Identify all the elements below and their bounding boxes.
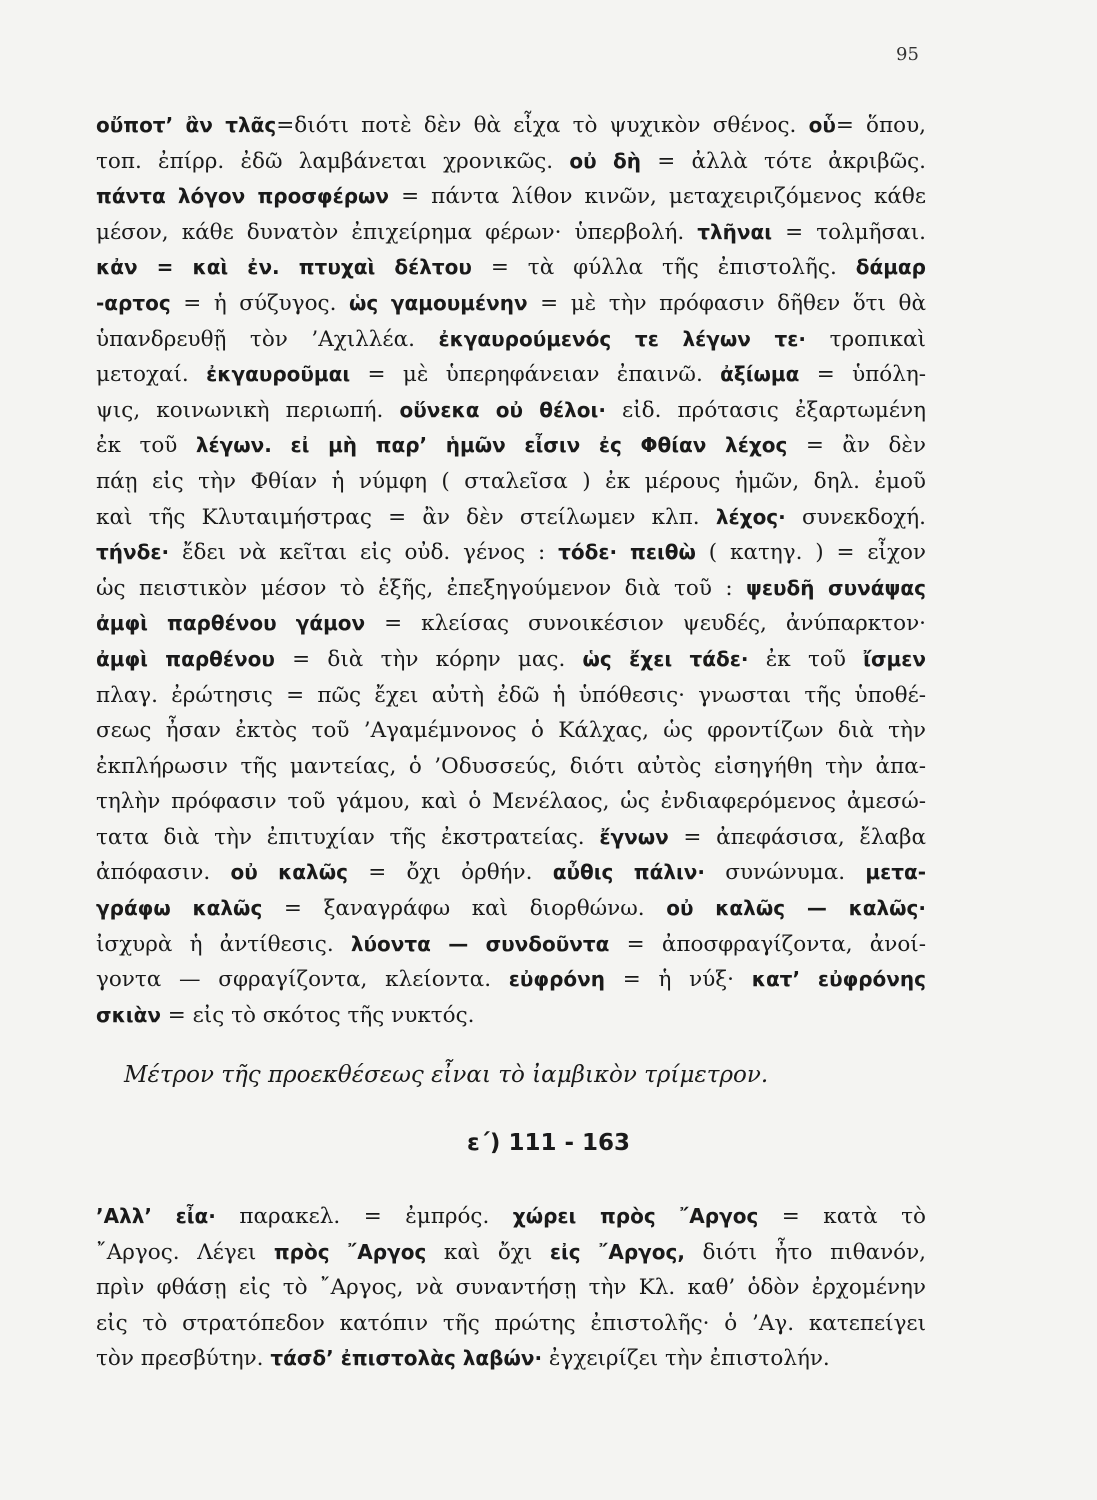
lemma-term: τήνδε· <box>96 540 170 565</box>
gloss-text: = ἀλλὰ τότε ἀκριβῶς. <box>640 148 926 174</box>
lemma-term: γράφω καλῶς <box>96 896 263 921</box>
text-line <box>96 749 926 785</box>
gloss-text: = ἡ σύζυγος. <box>170 290 349 316</box>
lemma-term: οὕνεκα οὐ θέλοι· <box>399 397 606 422</box>
gloss-text: ἐκπλήρωσιν τῆς μαντείας, ὁ ’Οδυσσεύς, διότι αὐτὸς εἰσηγήθη τὴν ἀπα- <box>96 753 926 779</box>
lemma-term: ἐκγαυρούμενός τε λέγων τε· <box>438 326 807 351</box>
gloss-text: ψις, κοινωνικὴ περιωπή. <box>96 397 400 423</box>
page-number: 95 <box>896 44 919 65</box>
commentary-block-2 <box>96 1199 926 1377</box>
gloss-text: πλαγ. ἐρώτησις = πῶς ἔχει αὐτὴ ἐδῶ ἡ ὑπόθεσις· γνωσται τῆς ὑποθέ- <box>96 682 926 708</box>
gloss-text: = διὰ τὴν κόρην μας. <box>274 646 583 672</box>
text-line <box>96 891 926 927</box>
gloss-text: ῎Αργος. Λέγει <box>96 1239 274 1265</box>
text-line <box>96 820 926 856</box>
lemma-term: λύοντα — συνδοῦντα <box>350 931 610 956</box>
gloss-text: τηλὴν πρόφασιν τοῦ γάμου, καὶ ὁ Μενέλαος, ὡς ἐνδιαφερόμενος ἀμεσώ- <box>96 789 926 815</box>
gloss-text: = ἂν δὲν <box>787 433 926 459</box>
text-line <box>96 250 926 286</box>
text-line <box>96 428 926 464</box>
gloss-text: σεως ἦσαν ἐκτὸς τοῦ ’Αγαμέμνονος ὁ Κάλχας, ὡς φροντίζων διὰ τὴν <box>96 718 926 744</box>
text-line <box>96 606 926 642</box>
text-line <box>96 678 926 714</box>
gloss-text: = ὑπόλη- <box>799 362 926 388</box>
text-line <box>96 962 926 998</box>
gloss-text: = ἀποσφραγίζοντα, ἀνοί- <box>609 931 926 957</box>
lemma-term: λέγων. εἰ μὴ παρ’ ἡμῶν εἶσιν ἐς Φθίαν λέχος <box>195 433 788 458</box>
lemma-term: οὐ καλῶς <box>230 860 348 885</box>
gloss-text: = κατὰ τὸ <box>758 1204 926 1229</box>
gloss-text: διότι ἦτο πιθανόν, <box>684 1239 926 1265</box>
lemma-term: ἀξίωμα <box>720 362 800 387</box>
lemma-term: ’Αλλ’ εἶα· <box>96 1204 216 1228</box>
gloss-text: = ὄχι ὀρθήν. <box>347 860 553 886</box>
gloss-text: = τολμῆσαι. <box>772 219 926 245</box>
gloss-text: =διότι ποτὲ δὲν θὰ εἶχα τὸ ψυχικὸν σθένος. <box>276 113 809 138</box>
text-line <box>96 1235 926 1271</box>
text-line <box>96 357 926 393</box>
lemma-term: ἴσμεν <box>863 646 926 671</box>
gloss-text: = ἡ νύξ· <box>604 967 752 993</box>
text-line <box>96 642 926 678</box>
lemma-term: εὐφρόνη <box>508 967 605 992</box>
gloss-text: ( κατηγ. ) = εἶχον <box>695 540 926 566</box>
lemma-term: λέχος· <box>715 504 786 529</box>
gloss-text: καὶ ὄχι <box>426 1239 550 1265</box>
text-line <box>96 179 926 215</box>
gloss-text: = ὅπου, <box>835 113 926 138</box>
lemma-term: -αρτος <box>96 290 171 315</box>
gloss-text: τροπικαὶ <box>806 326 926 352</box>
lemma-term: κἀν = καὶ ἐν. πτυχαὶ δέλτου <box>96 255 472 280</box>
gloss-text: καὶ τῆς Κλυταιμήστρας = ἂν δὲν στείλωμεν κλπ. <box>96 504 716 530</box>
gloss-text: ἰσχυρὰ ἡ ἀντίθεσις. <box>96 931 351 957</box>
lemma-term: χώρει πρὸς ῎Αργος <box>512 1204 759 1228</box>
text-line <box>96 571 926 607</box>
gloss-text: τατα διὰ τὴν ἐπιτυχίαν τῆς ἐκστρατείας. <box>96 824 600 850</box>
gloss-text: ὑπανδρευθῇ τὸν ’Αχιλλέα. <box>96 326 439 352</box>
text-line <box>96 500 926 536</box>
gloss-text: = τὰ φύλλα τῆς ἐπιστολῆς. <box>471 255 856 281</box>
lemma-term: ὡς γαμουμένην <box>348 290 528 315</box>
lemma-term: δάμαρ <box>855 255 926 280</box>
gloss-text: γοντα — σφραγίζοντα, κλείοντα. <box>96 967 509 993</box>
text-line <box>96 784 926 820</box>
lemma-term: μετα- <box>865 860 926 885</box>
text-line <box>96 322 926 358</box>
text-line <box>96 393 926 429</box>
gloss-text: ὡς πειστικὸν μέσον τὸ ἑξῆς, ἐπεξηγούμενον διὰ τοῦ : <box>96 575 746 601</box>
gloss-text: = εἰς τὸ σκότος τῆς νυκτός. <box>160 1002 475 1028</box>
text-line <box>96 1199 926 1235</box>
gloss-text: συνώνυμα. <box>705 860 866 886</box>
text-line <box>96 535 926 571</box>
gloss-text: = ξαναγράφω καὶ διορθώνω. <box>262 896 667 922</box>
text-line <box>96 1306 926 1342</box>
gloss-text: τὸν πρεσβύτην. <box>96 1346 271 1372</box>
text-line <box>96 286 926 322</box>
gloss-text: ἔδει νὰ κεῖται εἰς οὐδ. γένος : <box>169 540 559 566</box>
text-line <box>96 1341 926 1377</box>
gloss-text: τοπ. ἐπίρρ. ἐδῶ λαμβάνεται χρονικῶς. <box>96 148 570 174</box>
gloss-text: = μὲ τὴν πρόφασιν δῆθεν ὅτι θὰ <box>527 290 926 316</box>
gloss-text: ἀπόφασιν. <box>96 860 231 886</box>
text-line <box>96 108 926 144</box>
meter-note: Μέτρον τῆς προεκθέσεως εἶναι τὸ ἰαμβικὸν τρίμετρον. <box>124 1062 769 1088</box>
lemma-term: οὗ <box>808 113 836 137</box>
gloss-text: = ἀπεφάσισα, ἔλαβα <box>668 824 926 850</box>
gloss-text: ἐκ τοῦ <box>96 433 196 459</box>
lemma-term: ἀμφὶ παρθένου <box>96 646 275 671</box>
text-line <box>96 215 926 251</box>
gloss-text: συνεκδοχή. <box>785 504 926 530</box>
gloss-text: πάῃ εἰς τὴν Φθίαν ἡ νύμφη ( σταλεῖσα ) ἐκ μέρους ἡμῶν, δηλ. ἐμοῦ <box>96 468 926 494</box>
gloss-text: ἐγχειρίζει τὴν ἐπιστολήν. <box>542 1346 830 1372</box>
lemma-term: αὖθις πάλιν· <box>552 860 705 885</box>
lemma-term: οὔποτ’ ἂν τλᾶς <box>96 113 277 137</box>
gloss-text: μετοχαί. <box>96 362 207 388</box>
lemma-term: ὡς ἔχει τάδε· <box>582 646 749 671</box>
lemma-term: πάντα λόγον προσφέρων <box>96 184 390 209</box>
gloss-text: εἰδ. πρότασις ἐξαρτωμένη <box>605 397 926 423</box>
commentary-block <box>96 108 926 1033</box>
lemma-term: ἀμφὶ παρθένου γάμον <box>96 611 366 636</box>
lemma-term: ἔγνων <box>599 824 669 849</box>
lemma-term: εἰς ῎Αργος, <box>549 1239 685 1264</box>
lemma-term: κατ’ εὐφρόνης <box>751 967 926 992</box>
lemma-term: ἐκγαυροῦμαι <box>206 362 351 387</box>
lemma-term: πρὸς ῎Αργος <box>273 1239 427 1264</box>
gloss-text: μέσον, κάθε δυνατὸν ἐπιχείρημα φέρων· ὑπερβολή. <box>96 219 698 245</box>
gloss-text: = πάντα λίθον κινῶν, μεταχειριζόμενος κάθε <box>389 184 926 210</box>
text-line <box>96 855 926 891</box>
text-line <box>96 1270 926 1306</box>
text-line <box>96 927 926 963</box>
lemma-term: ψευδῆ συνάψας <box>746 575 926 600</box>
gloss-text: εἰς τὸ στρατόπεδον κατόπιν τῆς πρώτης ἐπιστολῆς· ὁ ’Αγ. κατεπείγει <box>96 1310 926 1336</box>
text-line <box>96 998 926 1034</box>
gloss-text: = κλείσας συνοικέσιον ψευδές, ἀνύπαρκτον· <box>365 611 926 637</box>
gloss-text: παρακελ. = ἐμπρός. <box>215 1204 513 1229</box>
lemma-term: τάσδ’ ἐπιστολὰς λαβών· <box>270 1346 543 1371</box>
text-line <box>96 713 926 749</box>
text-line <box>96 144 926 180</box>
lemma-term: τόδε· πειθὼ <box>558 540 696 565</box>
lemma-term: οὐ δὴ <box>569 148 641 173</box>
lemma-term: τλῆναι <box>697 219 773 244</box>
lemma-term: σκιὰν <box>96 1002 161 1027</box>
gloss-text: ἐκ τοῦ <box>748 646 864 672</box>
lemma-term: οὐ καλῶς — καλῶς· <box>666 896 926 921</box>
section-heading: ε΄) 111 - 163 <box>466 1130 631 1156</box>
gloss-text: = μὲ ὑπερηφάνειαν ἐπαινῶ. <box>350 362 721 388</box>
gloss-text: πρὶν φθάσῃ εἰς τὸ ῎Αργος, νὰ συναντήσῃ τὴν Κλ. καθ’ ὁδὸν ἐρχομένην <box>96 1275 926 1301</box>
text-line <box>96 464 926 500</box>
